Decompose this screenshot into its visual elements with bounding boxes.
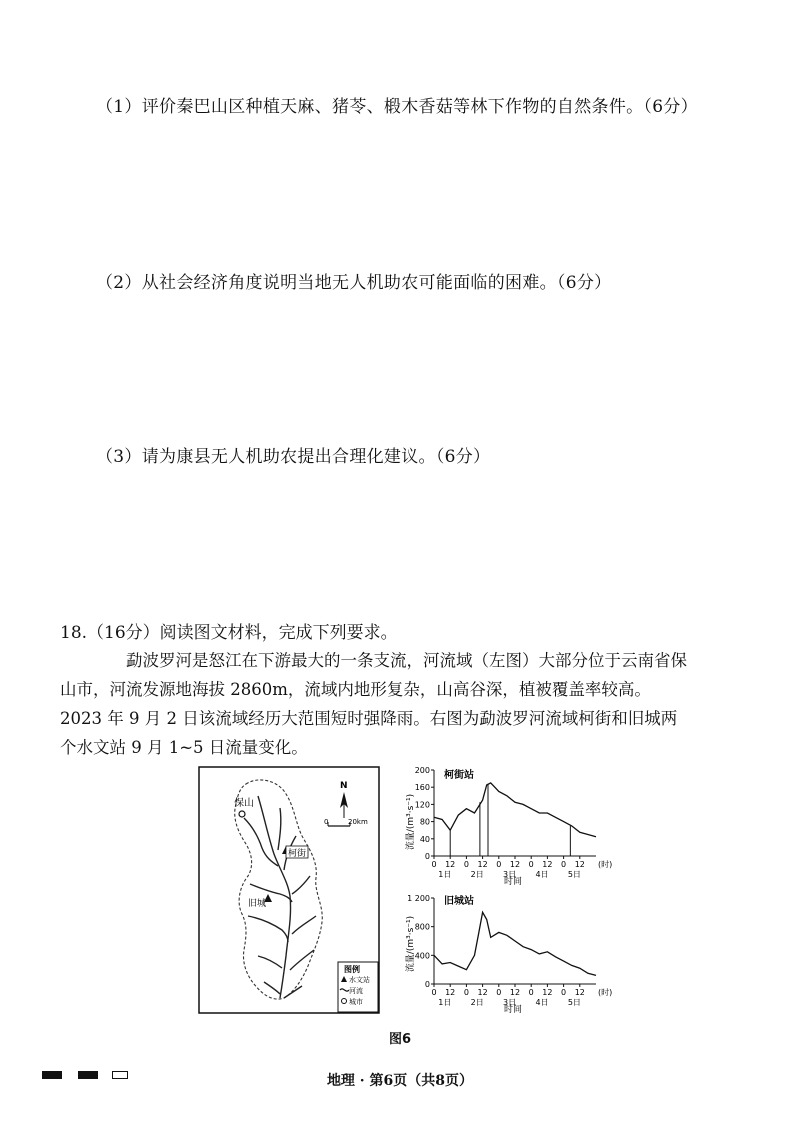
y-tick-label: 40 — [419, 834, 430, 844]
question-18-title: 18.（16分）阅读图文材料，完成下列要求。 — [60, 623, 398, 643]
x-tick-label: 0 — [431, 988, 437, 997]
map-legend — [338, 962, 378, 1012]
x-tick-label: 0 — [463, 860, 469, 869]
question-18-material — [60, 646, 732, 762]
material-line: 2023 年 9 月 2 日该流域经历大范围短时强降雨。右图为勐波罗河流域柯街和旧城两 — [60, 709, 678, 728]
legend-city-label: 城市 — [349, 998, 363, 1006]
material-line: 个水文站 9 月 1~5 日流量变化。 — [60, 738, 308, 757]
page-footer: 地理 · 第6页（共8页） — [326, 1073, 474, 1089]
day-label: 5日 — [567, 998, 581, 1007]
chart-title: 柯街站 — [444, 770, 474, 781]
day-label: 2日 — [470, 998, 484, 1007]
x-tick-label: 0 — [496, 988, 502, 997]
day-label: 4日 — [535, 998, 549, 1007]
basin-map — [198, 766, 380, 1014]
day-label: 4日 — [535, 870, 549, 879]
y-tick-label: 80 — [419, 817, 430, 827]
series-line — [434, 912, 596, 975]
station-label-jiucheng: 旧城 — [248, 899, 267, 909]
y-tick-label: 200 — [414, 766, 430, 775]
north-label: N — [340, 781, 348, 791]
chart-jiucheng-station — [400, 888, 613, 1016]
day-label: 1日 — [438, 870, 452, 879]
city-label-baoshan: 保山 — [234, 798, 254, 809]
x-tick-label: 0 — [528, 860, 534, 869]
legend-title: 图例 — [344, 965, 360, 974]
x-tick-label: 12 — [509, 860, 521, 869]
day-label: 3日 — [503, 870, 517, 879]
x-tick-label: 12 — [542, 860, 553, 869]
legend-river-label: 河流 — [349, 987, 363, 995]
y-tick-label: 120 — [414, 800, 430, 810]
figure-caption: 图6 — [388, 1032, 412, 1047]
x-tick-label: 0 — [561, 860, 567, 869]
y-tick-label: 1 200 — [407, 894, 430, 903]
legend-city-icon — [342, 999, 347, 1004]
question-2: （2）从社会经济角度说明当地无人机助农可能面临的困难。（6分） — [96, 273, 612, 293]
scale-zero: 0 — [324, 818, 329, 826]
chart-title: 旧城站 — [444, 896, 474, 907]
x-tick-label: (时) — [598, 860, 613, 869]
x-tick-label: 0 — [528, 988, 534, 997]
day-label: 3日 — [503, 998, 517, 1007]
x-tick-label: 12 — [445, 860, 456, 869]
legend-station-label: 水文站 — [349, 976, 370, 984]
x-tick-label: 12 — [574, 988, 585, 997]
question-3: （3）请为康县无人机助农提出合理化建议。（6分） — [96, 447, 491, 467]
y-tick-label: 800 — [414, 922, 430, 932]
x-tick-label: 12 — [445, 988, 456, 997]
station-label-kejie: 柯街 — [288, 849, 307, 859]
day-label: 1日 — [438, 998, 452, 1007]
x-tick-label: (时) — [598, 988, 613, 997]
day-label: 5日 — [567, 870, 581, 879]
y-tick-label: 400 — [414, 951, 430, 961]
x-tick-label: 12 — [477, 860, 488, 869]
x-tick-label: 12 — [509, 988, 521, 997]
y-tick-label: 0 — [424, 980, 430, 989]
chart-xlabel: 时间 — [503, 1005, 523, 1015]
x-tick-label: 0 — [496, 860, 502, 869]
x-tick-label: 0 — [431, 860, 437, 869]
x-tick-label: 0 — [561, 988, 567, 997]
x-tick-label: 12 — [542, 988, 553, 997]
y-tick-label: 160 — [414, 783, 430, 793]
x-tick-label: 12 — [477, 988, 488, 997]
chart-ylabel: 流量/(m³·s⁻¹) — [406, 915, 416, 973]
chart-xlabel: 时间 — [503, 877, 523, 887]
x-tick-label: 0 — [463, 988, 469, 997]
city-marker — [239, 811, 245, 817]
material-line: 山市，河流发源地海拔 2860m，流域内地形复杂，山高谷深，植被覆盖率较高。 — [60, 680, 651, 699]
series-line — [434, 783, 596, 837]
day-label: 2日 — [470, 870, 484, 879]
scale-label: 20km — [348, 818, 368, 826]
y-tick-label: 0 — [424, 852, 430, 861]
question-1: （1）评价秦巴山区种植天麻、猪苓、椴木香菇等林下作物的自然条件。（6分） — [96, 97, 698, 117]
x-tick-label: 12 — [574, 860, 585, 869]
chart-kejie-station — [400, 760, 613, 888]
chart-ylabel: 流量/(m³·s⁻¹) — [406, 793, 416, 851]
material-line: 勐波罗河是怒江在下游最大的一条支流，河流域（左图）大部分位于云南省保 — [126, 651, 687, 670]
